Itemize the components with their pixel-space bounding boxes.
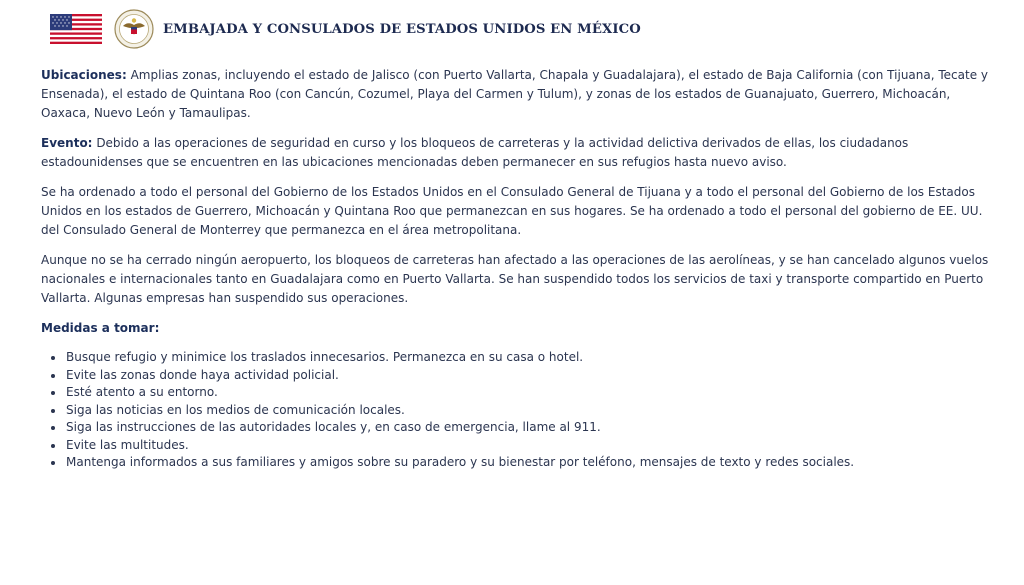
personnel-paragraph: Se ha ordenado a todo el personal del Gobierno de los Estados Unidos en el Consulado General de Tijuana y a todo el personal del Gobierno de los Estados Unidos en los estados de Guerrero, Michoacán y Quintana Roo que permanezcan en sus hogares. Se ha ordenado a todo el personal del gobierno de EE. UU. del Consulado General de Monterrey que permanezca en el área metropolitana. [41,185,983,237]
department-of-state-seal-icon [114,9,154,49]
measures-heading: Medidas a tomar: [41,321,160,335]
event-text: Debido a las operaciones de seguridad en curso y los bloqueos de carreteras y la actividad delictiva derivados de ellas, los ciudadanos estadounidenses que se encuentren en las ubicaciones mencionadas deben permanecer en sus refugios hasta nuevo aviso. [41,136,909,169]
list-item: • Esté atento a su entorno. [65,384,991,402]
list-item: • Busque refugio y minimice los traslados innecesarios. Permanezca en su casa o hotel. [65,349,991,367]
page-title: EMBAJADA Y CONSULADOS DE ESTADOS UNIDOS EN MÉXICO [163,21,641,37]
list-item: • Mantenga informados a sus familiares y amigos sobre su paradero y su bienestar por teléfono, mensajes de texto y redes sociales. [65,454,991,472]
list-item: • Siga las noticias en los medios de comunicación locales. [65,402,991,420]
list-item: • Evite las multitudes. [65,437,991,455]
locations-label: Ubicaciones: [41,68,127,82]
page-header [50,9,641,49]
locations-paragraph [41,66,991,123]
list-item: • Siga las instrucciones de las autoridades locales y, en caso de emergencia, llame al 911. [65,419,991,437]
us-flag-icon [50,14,102,44]
airport-paragraph: Aunque no se ha cerrado ningún aeropuerto, los bloqueos de carreteras han afectado a las operaciones de las aerolíneas, y se han cancelado algunos vuelos nacionales e internacionales tanto en Guadalajara como en Puerto Vallarta. Se han suspendido todos los servicios de taxi y transporte compartido en Puerto Vallarta. Algunas empresas han suspendido sus operaciones. [41,253,989,305]
locations-text: Amplias zonas, incluyendo el estado de Jalisco (con Puerto Vallarta, Chapala y Guadalajara), el estado de Baja California (con Tijuana, Tecate y Ensenada), el estado de Quintana Roo (con Cancún, Cozumel, Playa del Carmen y Tulum), y zonas de los estados de Guanajuato, Guerrero, Michoacán, Oaxaca, Nuevo León y Tamaulipas. [41,68,988,120]
alert-body [41,66,991,472]
event-label: Evento: [41,136,93,150]
event-paragraph [41,134,991,172]
measures-list [41,349,991,472]
list-item: • Evite las zonas donde haya actividad policial. [65,367,991,385]
